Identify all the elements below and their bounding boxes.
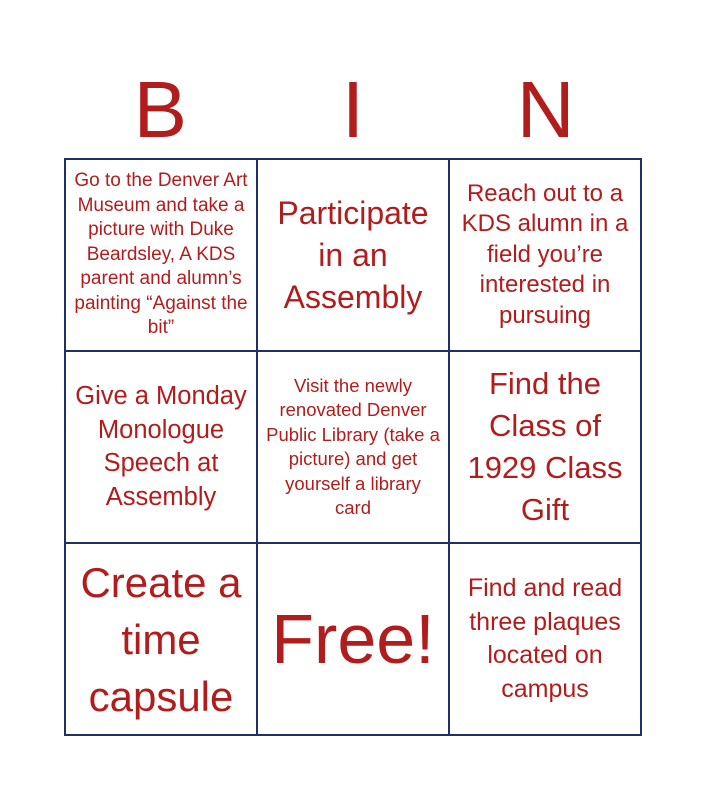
bingo-cell-r3c1[interactable] [66, 544, 258, 736]
bingo-cell-text: Visit the newly renovated Denver Public Library (take a picture) and get yourself a library card [266, 374, 440, 518]
header-letter-i: I [341, 65, 365, 154]
bingo-cell-text: Create a time capsule [80, 558, 242, 720]
bingo-cell-text: Participate in an Assembly [277, 195, 429, 315]
bingo-cell-text: Give a Monday Monologue Speech at Assembly [75, 382, 247, 511]
bingo-header [64, 62, 642, 158]
bingo-cell-text: Find and read three plaques located on campus [467, 574, 623, 703]
header-letter-n: N [516, 65, 575, 154]
header-letter-b: B [133, 65, 187, 154]
bingo-cell-free[interactable] [258, 544, 450, 736]
bingo-cell-r2c1[interactable] [66, 352, 258, 544]
bingo-board [64, 158, 642, 736]
bingo-cell-r1c1[interactable] [66, 160, 258, 352]
bingo-cell-text: Reach out to a KDS alumn in a field you’re interested in pursuing [461, 179, 629, 329]
bingo-cell-text: Go to the Denver Art Museum and take a picture with Duke Beardsley, A KDS parent and alumn’s painting “Against the bit” [74, 170, 248, 339]
bingo-cell-r1c3[interactable] [450, 160, 642, 352]
bingo-cell-r3c3[interactable] [450, 544, 642, 736]
bingo-cell-r2c3[interactable] [450, 352, 642, 544]
bingo-cell-text: Free! [271, 600, 435, 678]
bingo-cell-r2c2[interactable] [258, 352, 450, 544]
bingo-cell-r1c2[interactable] [258, 160, 450, 352]
bingo-cell-text: Find the Class of 1929 Class Gift [467, 366, 623, 527]
